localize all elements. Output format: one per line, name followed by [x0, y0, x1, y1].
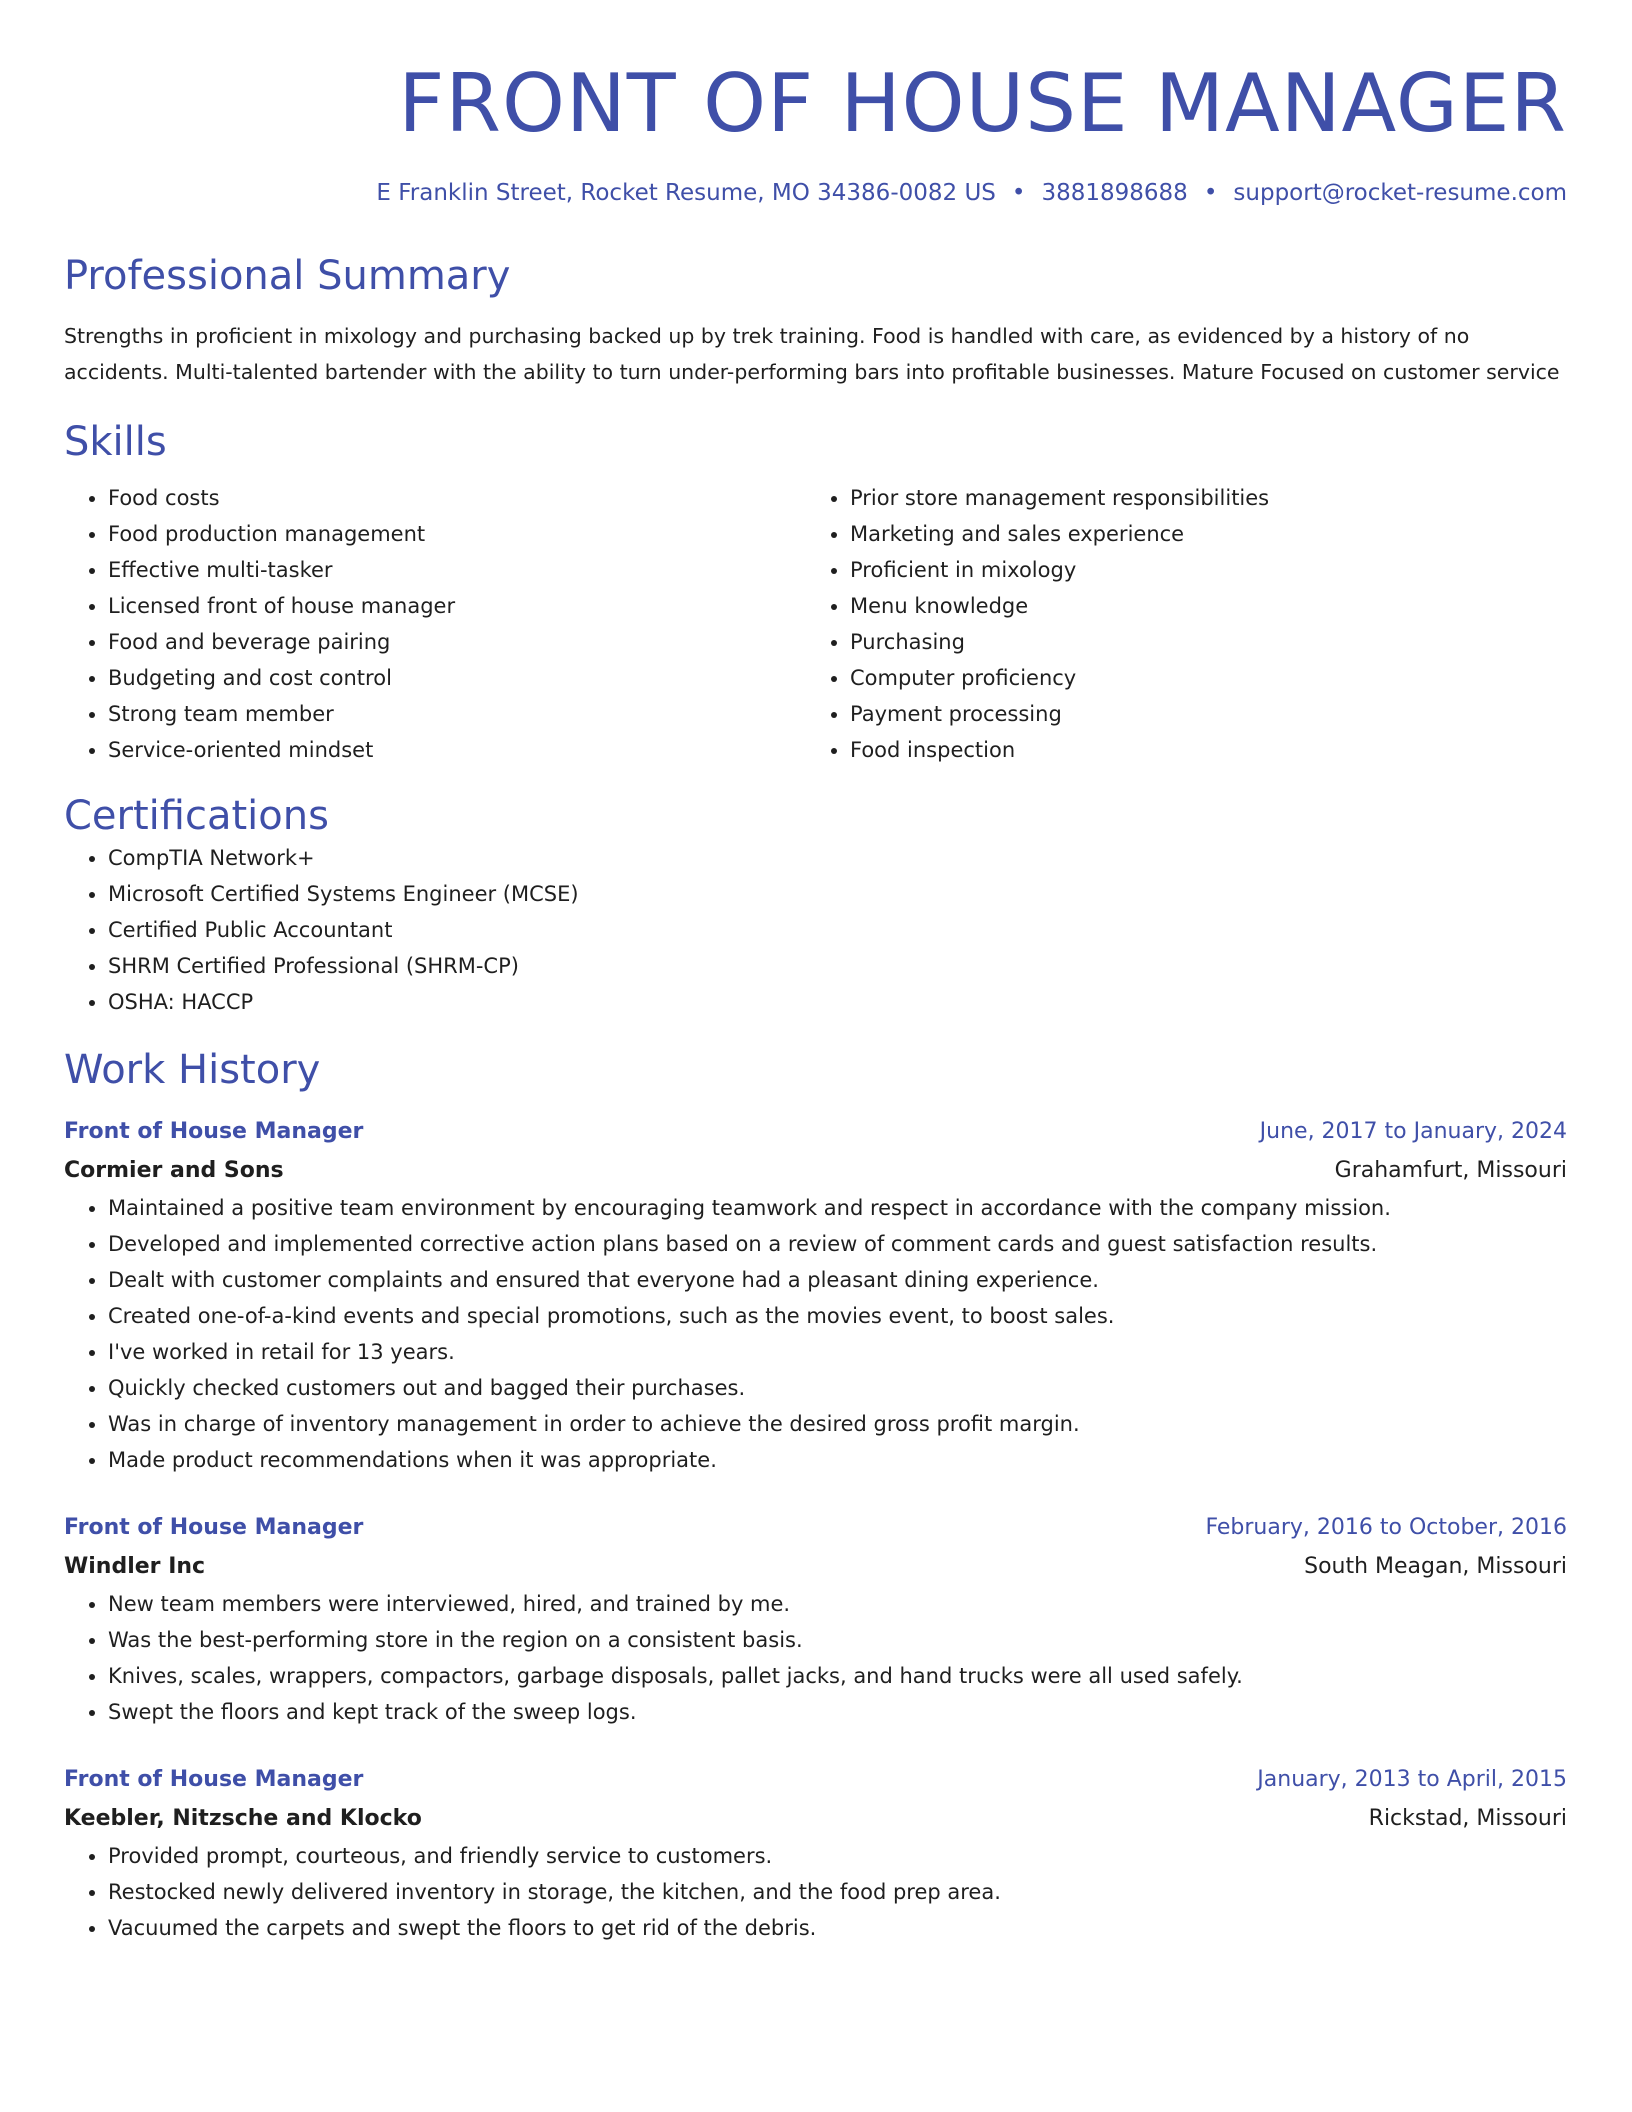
skills-grid	[64, 480, 1567, 768]
job-duty: • Was the best-performing store in the region on a consistent basis.	[108, 1622, 1567, 1658]
certification-item: • Microsoft Certified Systems Engineer (MCSE)	[108, 876, 1567, 912]
skill-item: • Food inspection	[850, 732, 1548, 768]
contact-separator: •	[1203, 180, 1218, 206]
job-duties-list	[64, 1190, 1567, 1478]
job-duty: • I've worked in retail for 13 years.	[108, 1334, 1567, 1370]
resume-page	[64, 0, 1567, 1946]
job-duty: • Dealt with customer complaints and ensured that everyone had a pleasant dining experience.	[108, 1262, 1567, 1298]
certification-item: • SHRM Certified Professional (SHRM-CP)	[108, 948, 1567, 984]
job-dates: June, 2017 to January, 2024	[1259, 1119, 1567, 1144]
job-duty: • Restocked newly delivered inventory in storage, the kitchen, and the food prep area.	[108, 1874, 1567, 1910]
job-duty: • Swept the floors and kept track of the sweep logs.	[108, 1694, 1567, 1730]
job-duty: • Made product recommendations when it was appropriate.	[108, 1442, 1567, 1478]
certification-item: • CompTIA Network+	[108, 840, 1567, 876]
contact-line	[64, 178, 1567, 208]
job-dates: January, 2013 to April, 2015	[1257, 1767, 1567, 1792]
skill-item: • Prior store management responsibilities	[850, 480, 1548, 516]
skill-item: • Payment processing	[850, 696, 1548, 732]
skill-item: • Proficient in mixology	[850, 552, 1548, 588]
job-header-row	[64, 1760, 1567, 1800]
job-duty: • Provided prompt, courteous, and friendly service to customers.	[108, 1838, 1567, 1874]
skill-item: • Service-oriented mindset	[108, 732, 806, 768]
job-company-row	[64, 1548, 1567, 1586]
job-entry	[64, 1760, 1567, 1946]
summary-heading: Professional Summary	[64, 253, 511, 299]
skill-item: • Budgeting and cost control	[108, 660, 806, 696]
resume-header	[64, 56, 1567, 208]
skill-item: • Menu knowledge	[850, 588, 1548, 624]
job-company: Cormier and Sons	[64, 1158, 284, 1183]
job-duties-list	[64, 1838, 1567, 1946]
job-title: Front of House Manager	[64, 1515, 364, 1540]
certifications-heading: Certifications	[64, 793, 329, 839]
job-duty: • Maintained a positive team environment by encouraging teamwork and respect in accordance with the company mission.	[108, 1190, 1567, 1226]
skills-column-left	[64, 480, 806, 768]
job-location: Rickstad, Missouri	[1368, 1806, 1567, 1831]
certification-item: • Certified Public Accountant	[108, 912, 1567, 948]
work-history-heading: Work History	[64, 1047, 321, 1093]
job-dates: February, 2016 to October, 2016	[1205, 1515, 1567, 1540]
job-duty: • Vacuumed the carpets and swept the floors to get rid of the debris.	[108, 1910, 1567, 1946]
skills-heading: Skills	[64, 419, 167, 465]
job-duty: • Created one-of-a-kind events and special promotions, such as the movies event, to boost sales.	[108, 1298, 1567, 1334]
job-location: Grahamfurt, Missouri	[1334, 1158, 1567, 1183]
job-header-row	[64, 1508, 1567, 1548]
job-duty: • Quickly checked customers out and bagged their purchases.	[108, 1370, 1567, 1406]
skill-item: • Effective multi-tasker	[108, 552, 806, 588]
job-duty: • New team members were interviewed, hired, and trained by me.	[108, 1586, 1567, 1622]
skill-item: • Purchasing	[850, 624, 1548, 660]
skills-column-right	[806, 480, 1548, 768]
summary-text: Strengths in proficient in mixology and purchasing backed up by trek training. Food is handled with care, as evidenced by a history of no accidents. Multi-talented bartender with the ability to turn under-performing bars into profitable businesses. Mature Focused on customer service	[64, 324, 1560, 384]
job-title: Front of House Manager	[64, 1767, 364, 1792]
skill-item: • Food costs	[108, 480, 806, 516]
contact-phone: 3881898688	[1041, 180, 1188, 206]
skill-item: • Food and beverage pairing	[108, 624, 806, 660]
skill-item: • Computer proficiency	[850, 660, 1548, 696]
job-duty: • Knives, scales, wrappers, compactors, garbage disposals, pallet jacks, and hand trucks were all used safely.	[108, 1658, 1567, 1694]
job-header-row	[64, 1112, 1567, 1152]
skill-item: • Food production management	[108, 516, 806, 552]
skills-list-right	[806, 480, 1548, 768]
skill-item: • Strong team member	[108, 696, 806, 732]
job-company: Keebler, Nitzsche and Klocko	[64, 1806, 422, 1831]
certification-item: • OSHA: HACCP	[108, 984, 1567, 1020]
job-title: Front of House Manager	[64, 1119, 364, 1144]
job-company-row	[64, 1800, 1567, 1838]
job-location: South Meagan, Missouri	[1304, 1554, 1567, 1579]
resume-name: FRONT OF HOUSE MANAGER	[398, 57, 1567, 150]
skills-list-left	[64, 480, 806, 768]
contact-email[interactable]: support@rocket-resume.com	[1233, 180, 1567, 206]
skill-item: • Marketing and sales experience	[850, 516, 1548, 552]
contact-separator: •	[1011, 180, 1026, 206]
job-duty: • Developed and implemented corrective action plans based on a review of comment cards and guest satisfaction results.	[108, 1226, 1567, 1262]
job-company: Windler Inc	[64, 1554, 206, 1579]
skill-item: • Licensed front of house manager	[108, 588, 806, 624]
job-entry	[64, 1508, 1567, 1730]
job-duty: • Was in charge of inventory management in order to achieve the desired gross profit margin.	[108, 1406, 1567, 1442]
job-company-row	[64, 1152, 1567, 1190]
contact-address: E Franklin Street, Rocket Resume, MO 34386-0082 US	[376, 180, 996, 206]
certifications-list	[64, 840, 1567, 1020]
job-entry	[64, 1112, 1567, 1478]
job-duties-list	[64, 1586, 1567, 1730]
